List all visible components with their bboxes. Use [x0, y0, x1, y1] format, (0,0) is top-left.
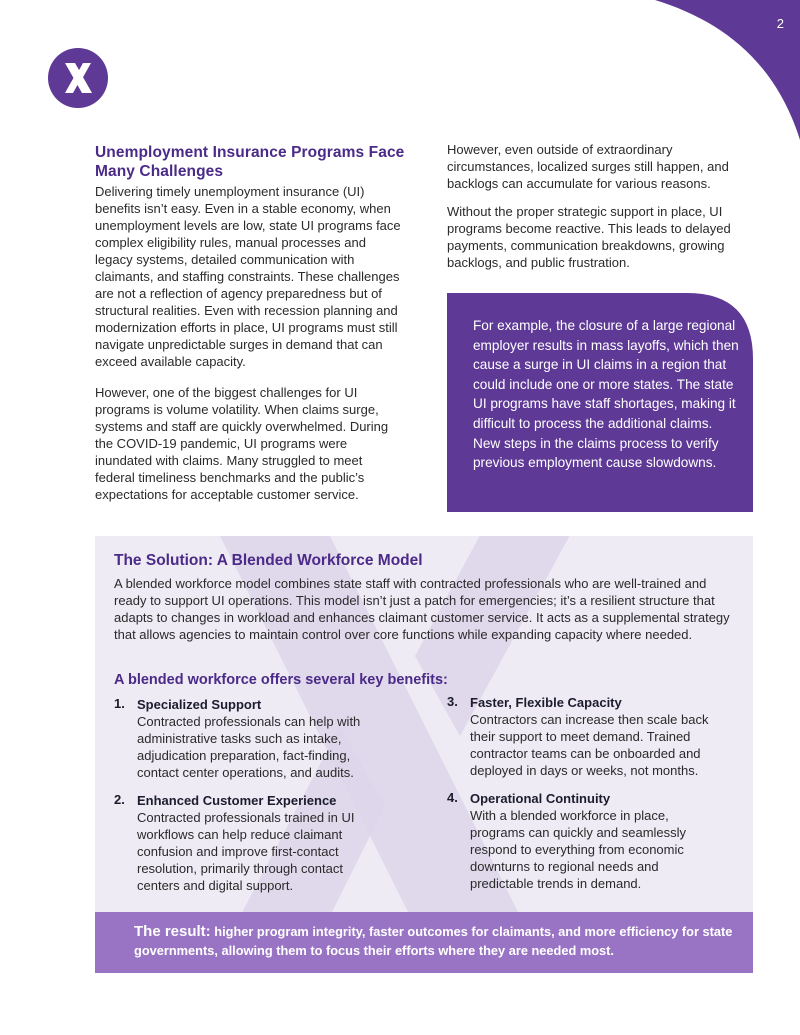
challenges-section [95, 143, 405, 503]
reactive-paragraph: Without the proper strategic support in place, UI programs become reactive. This leads to delayed payments, communication breakdowns, growing backlogs, and public frustration. [447, 204, 731, 270]
challenges-heading: Unemployment Insurance Programs Face Many Challenges [95, 144, 405, 180]
benefit-title: Operational Continuity [470, 791, 611, 806]
benefit-item [447, 694, 717, 779]
surges-paragraph: However, even outside of extraordinary circumstances, localized surges still happen, and backlogs can accumulate for various reasons. [447, 142, 729, 191]
solution-intro: A blended workforce model combines state staff with contracted professionals who are well-trained and ready to support UI operations. This model isn’t just a patch for emergencies; it’s a resilient structure that adapts to changes in workload and enhances claimant customer service. It acts as a supplemental strategy that allows agencies to maintain control over core functions while expanding capacity where needed. [114, 576, 730, 642]
benefit-description: Contracted professionals can help with administrative tasks such as intake, adjudication preparation, fact-finding, contact center operations, and audits. [137, 714, 361, 780]
benefit-number: 2. [114, 792, 125, 807]
benefit-item [447, 790, 717, 892]
solution-heading: The Solution: A Blended Workforce Model [114, 552, 423, 569]
result-text [134, 922, 734, 960]
benefit-title: Enhanced Customer Experience [137, 793, 337, 808]
benefit-title: Specialized Support [137, 697, 262, 712]
benefit-number: 1. [114, 696, 125, 711]
benefit-description: With a blended workforce in place, programs can quickly and seamlessly respond to everything from economic downturns to regional needs and predictable trends in demand. [470, 808, 687, 891]
page-number: 2 [776, 16, 784, 31]
benefit-title: Faster, Flexible Capacity [470, 695, 622, 710]
result-lead: The result: [134, 923, 211, 940]
benefit-number: 4. [447, 790, 458, 805]
benefit-description: Contracted professionals trained in UI workflows can help reduce claimant confusion and improve first-contact resolution, primarily through contact centers and digital support. [137, 810, 355, 893]
benefits-heading: A blended workforce offers several key benefits: [114, 672, 448, 688]
right-column [447, 141, 753, 271]
benefit-item [114, 792, 384, 894]
result-body: higher program integrity, faster outcomes for claimants, and more efficiency for state governments, allowing them to focus their efforts where they are needed most. [134, 924, 733, 958]
callout-text: For example, the closure of a large regional employer results in mass layoffs, which then cause a surge in UI claims in a region that could include one or more states. The state UI programs have staff shortages, making it difficult to process the additional claims. New steps in the claims process to verify previous employment cause slowdowns. [473, 318, 739, 471]
benefit-number: 3. [447, 694, 458, 709]
challenges-paragraph-2: However, one of the biggest challenges for UI programs is volume volatility. When claims surge, systems and staff are quickly overwhelmed. During the COVID-19 pandemic, UI programs were inundated with claims. Many struggled to meet federal timeliness benchmarks and the public’s expectations for acceptable customer service. [95, 385, 389, 502]
x-logo-icon [48, 48, 108, 108]
benefit-description: Contractors can increase then scale back their support to meet demand. Trained contractor teams can be onboarded and deployed in days or weeks, not months. [470, 712, 709, 778]
benefit-item [114, 696, 384, 781]
challenges-paragraph-1: Delivering timely unemployment insurance (UI) benefits isn’t easy. Even in a stable economy, when unemployment levels are low, state UI programs face complex eligibility rules, manual processes and legacy systems, detailed communication with claimants, and staffing constraints. These challenges are not a reflection of agency preparedness but of structural realities. Even with recession planning and modernization efforts in place, UI programs must still navigate unpredictable surges in demand that can exceed available capacity. [95, 184, 401, 369]
